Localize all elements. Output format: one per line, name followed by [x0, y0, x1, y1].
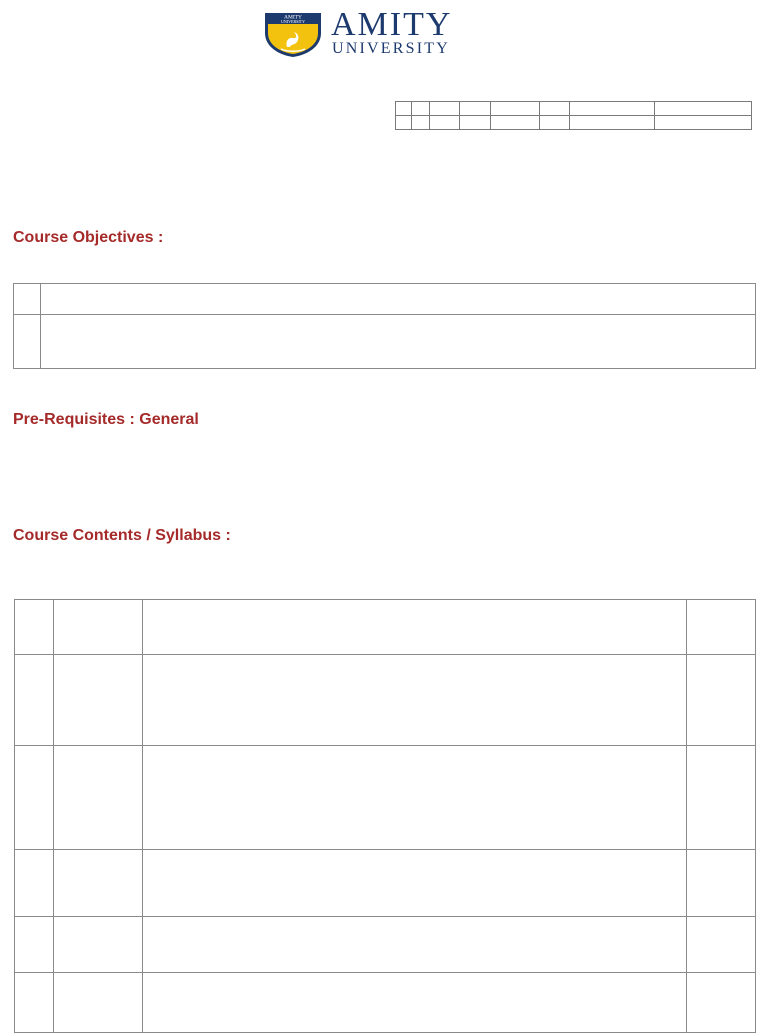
- table-cell: [15, 917, 54, 973]
- shield-label-university: UNIVERSITY: [281, 19, 305, 24]
- table-cell: [15, 850, 54, 917]
- table-row: [14, 284, 756, 315]
- table-cell: [143, 850, 687, 917]
- table-cell: [54, 746, 143, 850]
- course-objectives-table: [13, 283, 756, 369]
- table-cell: [687, 917, 756, 973]
- table-cell: [430, 102, 460, 116]
- table-row: [15, 850, 756, 917]
- table-cell: [143, 655, 687, 746]
- table-cell: [15, 746, 54, 850]
- table-cell: [41, 284, 756, 315]
- table-cell: [687, 850, 756, 917]
- table-cell: [460, 116, 491, 130]
- table-cell: [143, 600, 687, 655]
- table-row: [396, 102, 752, 116]
- table-row: [14, 315, 756, 369]
- table-cell: [54, 850, 143, 917]
- table-cell: [396, 102, 412, 116]
- table-cell: [412, 102, 430, 116]
- table-cell: [655, 102, 752, 116]
- table-cell: [143, 746, 687, 850]
- course-contents-heading: Course Contents / Syllabus :: [13, 527, 231, 544]
- table-row: [15, 917, 756, 973]
- table-cell: [14, 315, 41, 369]
- syllabus-table: [14, 599, 756, 1033]
- prerequisites-heading: Pre-Requisites : General: [13, 411, 199, 428]
- table-cell: [54, 655, 143, 746]
- table-cell: [54, 917, 143, 973]
- table-cell: [687, 655, 756, 746]
- table-cell: [396, 116, 412, 130]
- table-row: [15, 655, 756, 746]
- table-cell: [491, 102, 540, 116]
- logo-wordmark-sub: UNIVERSITY: [332, 40, 450, 57]
- amity-shield-icon: [263, 11, 323, 58]
- table-cell: [655, 116, 752, 130]
- table-cell: [430, 116, 460, 130]
- table-cell: [15, 655, 54, 746]
- table-cell: [540, 116, 570, 130]
- table-cell: [412, 116, 430, 130]
- table-cell: [15, 600, 54, 655]
- table-cell: [41, 315, 756, 369]
- table-cell: [540, 102, 570, 116]
- course-info-table: [395, 101, 752, 130]
- table-cell: [570, 102, 655, 116]
- shield-label-amity: AMITY: [283, 14, 303, 21]
- table-row: [396, 116, 752, 130]
- logo-wordmark-main: AMITY: [331, 6, 453, 43]
- table-cell: [14, 284, 41, 315]
- table-row: [15, 600, 756, 655]
- table-cell: [54, 600, 143, 655]
- table-cell: [687, 600, 756, 655]
- table-cell: [687, 746, 756, 850]
- table-cell: [460, 102, 491, 116]
- table-cell: [491, 116, 540, 130]
- course-objectives-heading: Course Objectives :: [13, 229, 164, 246]
- table-row: [15, 746, 756, 850]
- amity-university-logo: [263, 6, 513, 60]
- logo-wordmark: [331, 8, 452, 57]
- table-cell: [570, 116, 655, 130]
- table-cell: [143, 917, 687, 973]
